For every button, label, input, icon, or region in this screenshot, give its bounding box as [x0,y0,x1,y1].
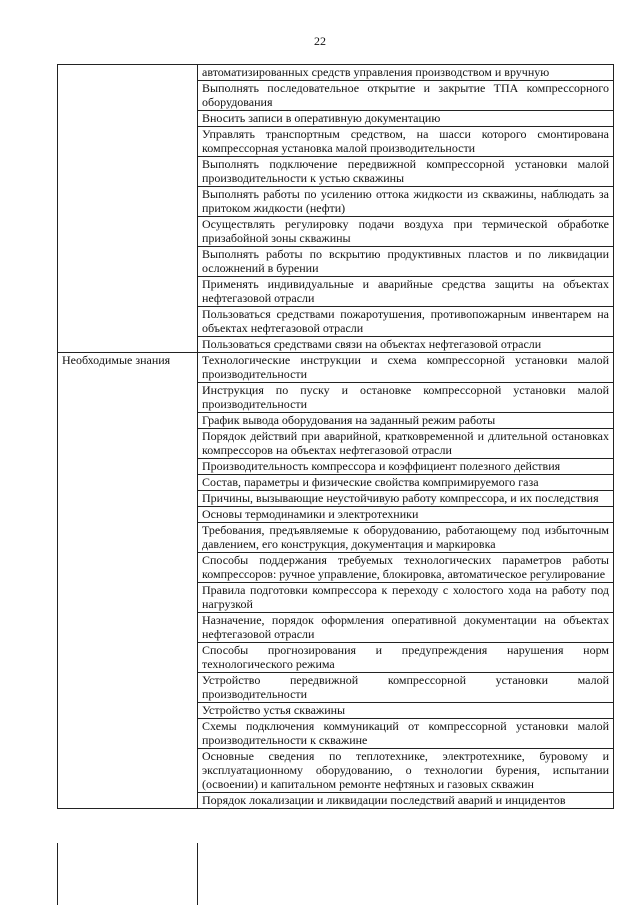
requirement-text: Основы термодинамики и электротехники [198,507,614,523]
page-number: 22 [314,34,326,48]
requirement-text: Применять индивидуальные и аварийные средства защиты на объектах нефтегазовой отрасли [198,277,614,307]
requirement-text: Способы прогнозирования и предупреждения нарушения норм технологического режима [198,643,614,673]
requirement-text: Производительность компрессора и коэффициент полезного действия [198,459,614,475]
requirement-text: Осуществлять регулировку подачи воздуха при термической обработке призабойной зоны скважины [198,217,614,247]
requirement-text: Выполнять последовательное открытие и закрытие ТПА компрессорного оборудования [198,81,614,111]
requirement-text: Пользоваться средствами пожаротушения, противопожарным инвентарем на объектах нефтегазовой отрасли [198,307,614,337]
requirement-text: Технологические инструкции и схема компрессорной установки малой производительности [198,353,614,383]
table-border-left-continuation [57,843,58,905]
requirements-table-body [58,65,614,809]
requirement-text: Схемы подключения коммуникаций от компрессорной установки малой производительности к скважине [198,719,614,749]
table-row [58,353,614,383]
requirement-text: Выполнять работы по вскрытию продуктивных пластов и по ликвидации осложнений в бурении [198,247,614,277]
requirement-text: Пользоваться средствами связи на объектах нефтегазовой отрасли [198,337,614,353]
requirement-text: Порядок действий при аварийной, кратковременной и длительной остановках компрессоров на объектах нефтегазовой отрасли [198,429,614,459]
requirement-text: График вывода оборудования на заданный режим работы [198,413,614,429]
requirement-text: Устройство устья скважины [198,703,614,719]
requirement-text: Выполнять работы по усилению оттока жидкости из скважины, наблюдать за притоком жидкости (нефти) [198,187,614,217]
table-border-middle-continuation [197,843,198,905]
requirement-text: Причины, вызывающие неустойчивую работу компрессора, и их последствия [198,491,614,507]
requirement-text: Вносить записи в оперативную документацию [198,111,614,127]
requirement-text: Устройство передвижной компрессорной установки малой производительности [198,673,614,703]
requirement-text: Выполнять подключение передвижной компрессорной установки малой производительности к устью скважины [198,157,614,187]
requirement-text: Требования, предъявляемые к оборудованию, работающему под избыточным давлением, его конструкция, документация и маркировка [198,523,614,553]
requirement-text: автоматизированных средств управления производством и вручную [198,65,614,81]
requirement-text: Порядок локализации и ликвидации последствий аварий и инцидентов [198,793,614,809]
requirement-text: Способы поддержания требуемых технологических параметров работы компрессоров: ручное управление, блокировка, автоматическое регулирование [198,553,614,583]
requirement-text: Назначение, порядок оформления оперативной документации на объектах нефтегазовой отрасли [198,613,614,643]
requirement-text: Основные сведения по теплотехнике, электротехнике, буровому и эксплуатационному оборудованию, о технологии бурения, испытании (освоении) и капитальном ремонте нефтяных и газовых скважин [198,749,614,793]
table-row [58,65,614,81]
requirements-table [57,64,614,809]
requirement-text: Управлять транспортным средством, на шасси которого смонтирована компрессорная установка малой производительности [198,127,614,157]
row-group-label: Необходимые знания [58,353,198,809]
row-group-label [58,65,198,353]
requirement-text: Состав, параметры и физические свойства компримируемого газа [198,475,614,491]
requirement-text: Инструкция по пуску и остановке компрессорной установки малой производительности [198,383,614,413]
requirement-text: Правила подготовки компрессора к переходу с холостого хода на работу под нагрузкой [198,583,614,613]
